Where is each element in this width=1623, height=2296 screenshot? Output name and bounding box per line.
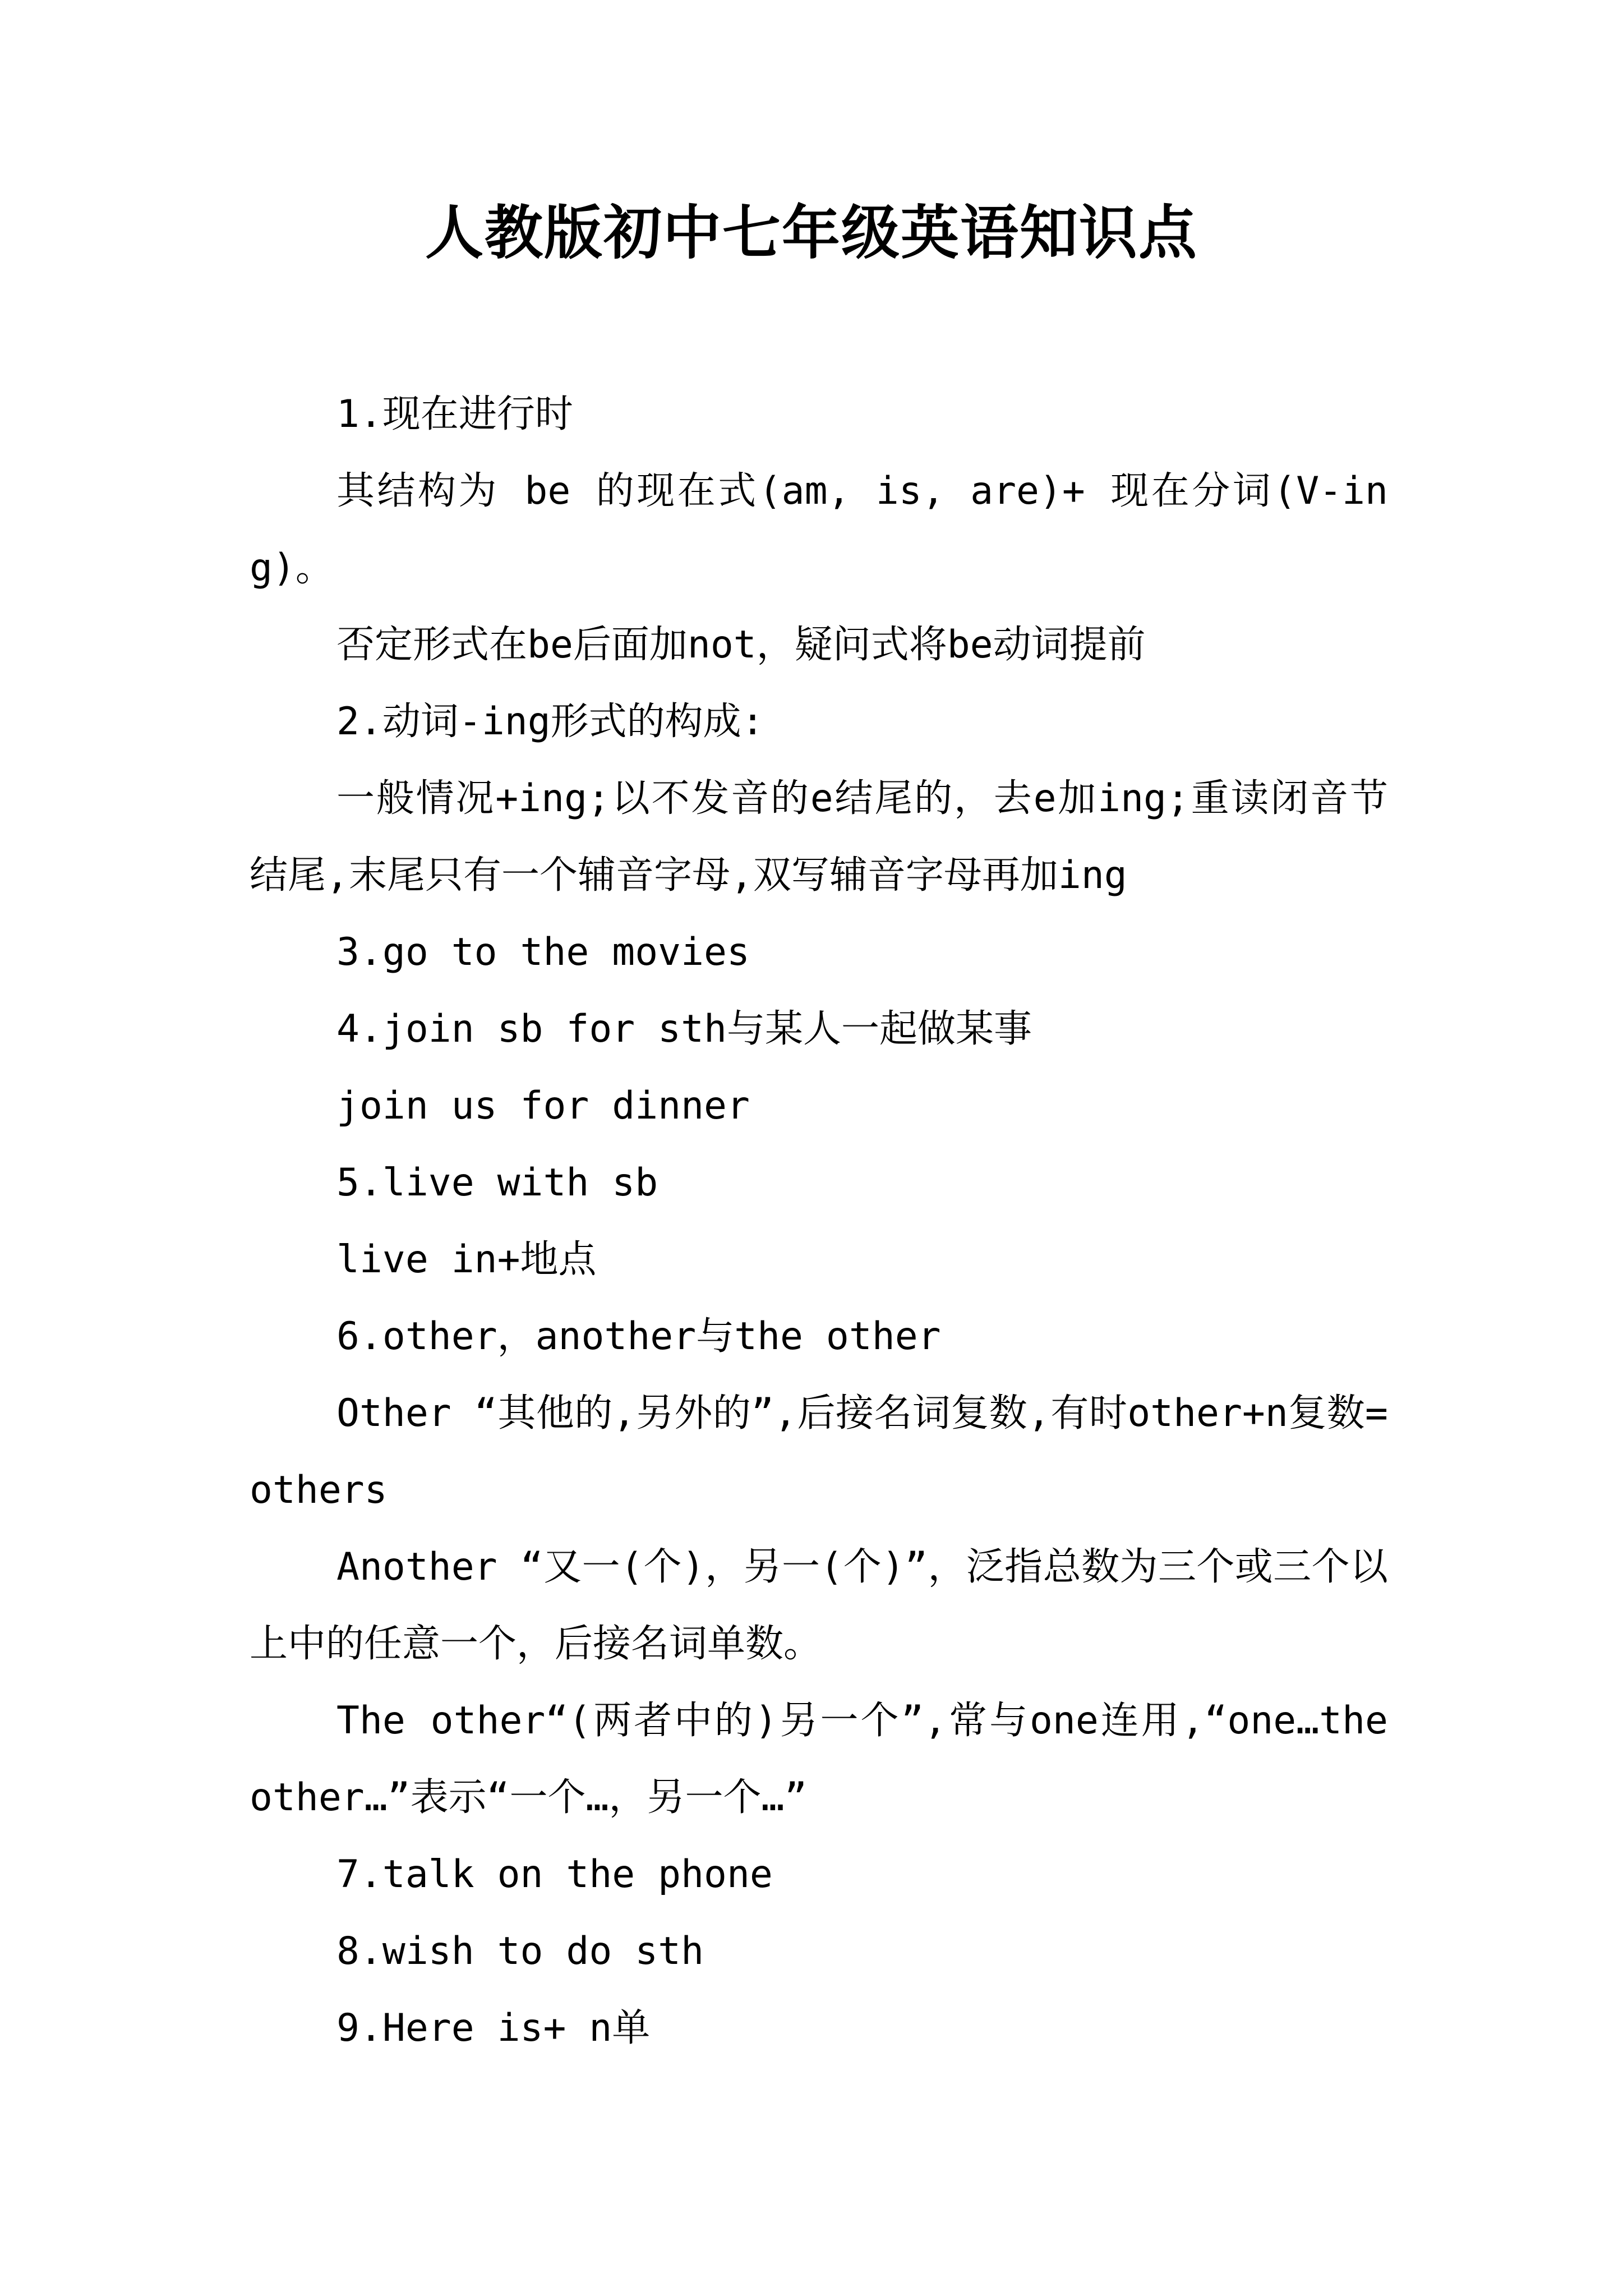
paragraph-12: Other “其他的,另外的”,后接名词复数,有时other+n复数=others <box>250 1391 1388 1512</box>
document-title: 人教版初中七年级英语知识点 <box>425 198 1198 267</box>
paragraph-5: 一般情况+ing;以不发音的e结尾的，去e加ing;重读闭音节结尾,末尾只有一个辅音字母,双写辅音字母再加ing <box>250 776 1388 898</box>
paragraph-6: 3.go to the movies <box>336 930 750 974</box>
paragraph-11: 6.other，another与the other <box>336 1314 941 1359</box>
paragraph-17: 9.Here is+ n单 <box>336 2006 651 2050</box>
paragraph-7: 4.join sb for sth与某人一起做某事 <box>336 1007 1032 1051</box>
paragraph-3: 否定形式在be后面加not，疑问式将be动词提前 <box>336 623 1146 667</box>
paragraph-2: 其结构为 be 的现在式(am, is, are)+ 现在分词(V-ing)。 <box>250 469 1388 590</box>
paragraph-16: 8.wish to do sth <box>336 1929 704 1973</box>
paragraph-14: The other“(两者中的)另一个”,常与one连用,“one…the other…”表示“一个…，另一个…” <box>250 1699 1388 1820</box>
paragraph-10: live in+地点 <box>336 1237 597 1282</box>
paragraph-15: 7.talk on the phone <box>336 1852 773 1897</box>
paragraph-8: join us for dinner <box>336 1084 750 1128</box>
paragraph-1: 1.现在进行时 <box>336 392 573 436</box>
paragraph-13: Another “又一(个)，另一(个)”，泛指总数为三个或三个以上中的任意一个，后接名词单数。 <box>250 1545 1388 1666</box>
document-body <box>250 376 1388 2067</box>
paragraph-4: 2.动词-ing形式的构成: <box>336 700 764 744</box>
paragraph-9: 5.live with sb <box>336 1161 658 1205</box>
